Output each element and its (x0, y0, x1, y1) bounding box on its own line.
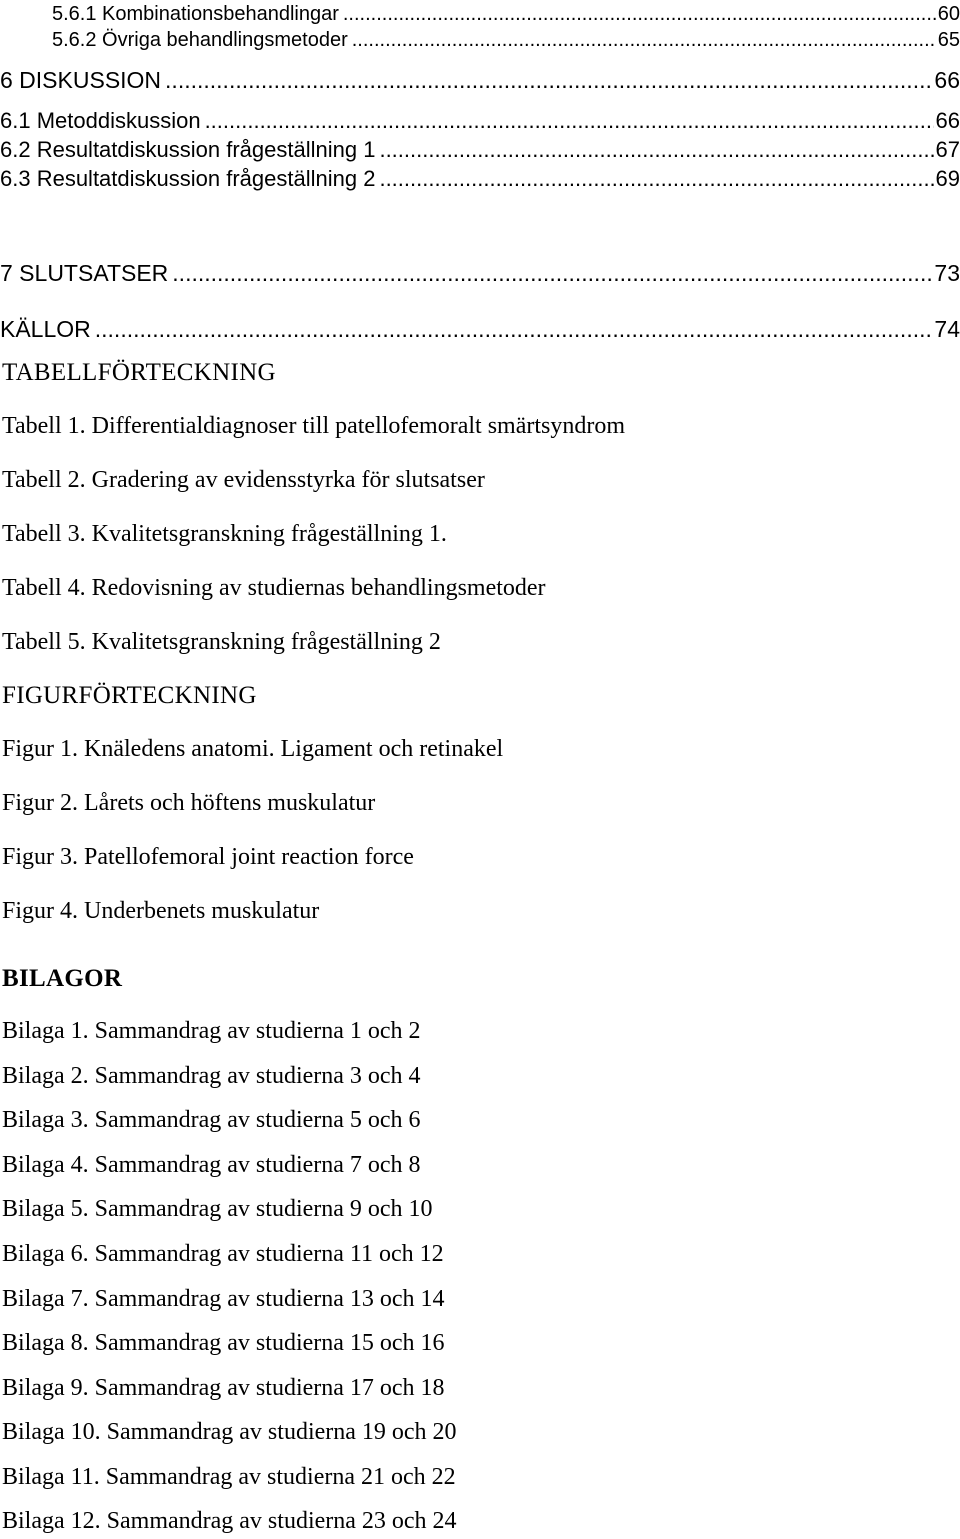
appendix-list-item: Bilaga 10. Sammandrag av studierna 19 och 20 (2, 1419, 457, 1445)
toc-page-number: 66 (934, 67, 960, 93)
toc-entry[interactable] (0, 108, 960, 134)
table-list-item: Tabell 5. Kvalitetsgranskning frågeställning 2 (2, 629, 441, 655)
appendix-list-item: Bilaga 3. Sammandrag av studierna 5 och 6 (2, 1107, 421, 1133)
toc-leader-dots (352, 28, 936, 52)
table-list-item: Tabell 1. Differentialdiagnoser till patellofemoralt smärtsyndrom (2, 413, 626, 439)
toc-leader-dots (95, 316, 933, 342)
appendices-heading: BILAGOR (2, 965, 123, 992)
toc-entry-label: KÄLLOR (0, 316, 91, 342)
appendix-list-item: Bilaga 11. Sammandrag av studierna 21 och 22 (2, 1464, 456, 1490)
toc-page-number: 73 (934, 260, 960, 286)
appendix-list-item: Bilaga 1. Sammandrag av studierna 1 och 2 (2, 1018, 421, 1044)
toc-chapter-conclusions[interactable] (0, 260, 960, 286)
toc-entry-label: 6.1 Metoddiskussion (0, 108, 201, 133)
table-list-item: Tabell 4. Redovisning av studiernas behandlingsmetoder (2, 575, 546, 601)
toc-leader-dots (343, 2, 936, 26)
appendix-list-item: Bilaga 4. Sammandrag av studierna 7 och 8 (2, 1152, 421, 1178)
toc-entry-label: 6.3 Resultatdiskussion frågeställning 2 (0, 166, 376, 191)
toc-page-number: 74 (934, 316, 960, 342)
figure-list-item: Figur 4. Underbenets muskulatur (2, 898, 320, 924)
figure-list-item: Figur 1. Knäledens anatomi. Ligament och retinakel (2, 736, 504, 762)
appendix-list-item: Bilaga 7. Sammandrag av studierna 13 och 14 (2, 1286, 445, 1312)
toc-chapter-sources[interactable] (0, 316, 960, 342)
toc-entry[interactable] (0, 2, 960, 26)
toc-entry[interactable] (0, 166, 960, 192)
toc-leader-dots (205, 108, 934, 134)
figure-list-item: Figur 3. Patellofemoral joint reaction force (2, 844, 414, 870)
appendix-list-item: Bilaga 12. Sammandrag av studierna 23 och 24 (2, 1508, 457, 1534)
toc-page-number: 65 (937, 29, 960, 51)
toc-page-number: 66 (935, 108, 960, 133)
toc-entry-label: 6.2 Resultatdiskussion frågeställning 1 (0, 137, 376, 162)
toc-leader-dots (165, 67, 932, 93)
toc-entry-label: 7 SLUTSATSER (0, 260, 169, 286)
toc-leader-dots (172, 260, 932, 286)
toc-leader-dots (379, 166, 933, 192)
appendix-list-item: Bilaga 8. Sammandrag av studierna 15 och 16 (2, 1330, 445, 1356)
toc-entry-label: 5.6.1 Kombinationsbehandlingar (52, 3, 339, 25)
appendix-list-item: Bilaga 9. Sammandrag av studierna 17 och 18 (2, 1375, 445, 1401)
figure-list-item: Figur 2. Lårets och höftens muskulatur (2, 790, 376, 816)
appendix-list-item: Bilaga 5. Sammandrag av studierna 9 och 10 (2, 1196, 433, 1222)
toc-chapter-discussion[interactable] (0, 67, 960, 93)
figures-heading: FIGURFÖRTECKNING (2, 682, 257, 709)
toc-entry[interactable] (0, 28, 960, 52)
table-list-item: Tabell 3. Kvalitetsgranskning frågeställning 1. (2, 521, 447, 547)
toc-leader-dots (379, 137, 933, 163)
toc-entry[interactable] (0, 137, 960, 163)
table-list-item: Tabell 2. Gradering av evidensstyrka för slutsatser (2, 467, 485, 493)
toc-page-number: 60 (937, 3, 960, 25)
toc-entry-label: 6 DISKUSSION (0, 67, 162, 93)
toc-page-number: 69 (935, 166, 960, 191)
tables-heading: TABELLFÖRTECKNING (2, 359, 276, 386)
appendix-list-item: Bilaga 6. Sammandrag av studierna 11 och 12 (2, 1241, 444, 1267)
appendix-list-item: Bilaga 2. Sammandrag av studierna 3 och 4 (2, 1063, 421, 1089)
toc-entry-label: 5.6.2 Övriga behandlingsmetoder (52, 29, 348, 51)
toc-page-number: 67 (935, 137, 960, 162)
